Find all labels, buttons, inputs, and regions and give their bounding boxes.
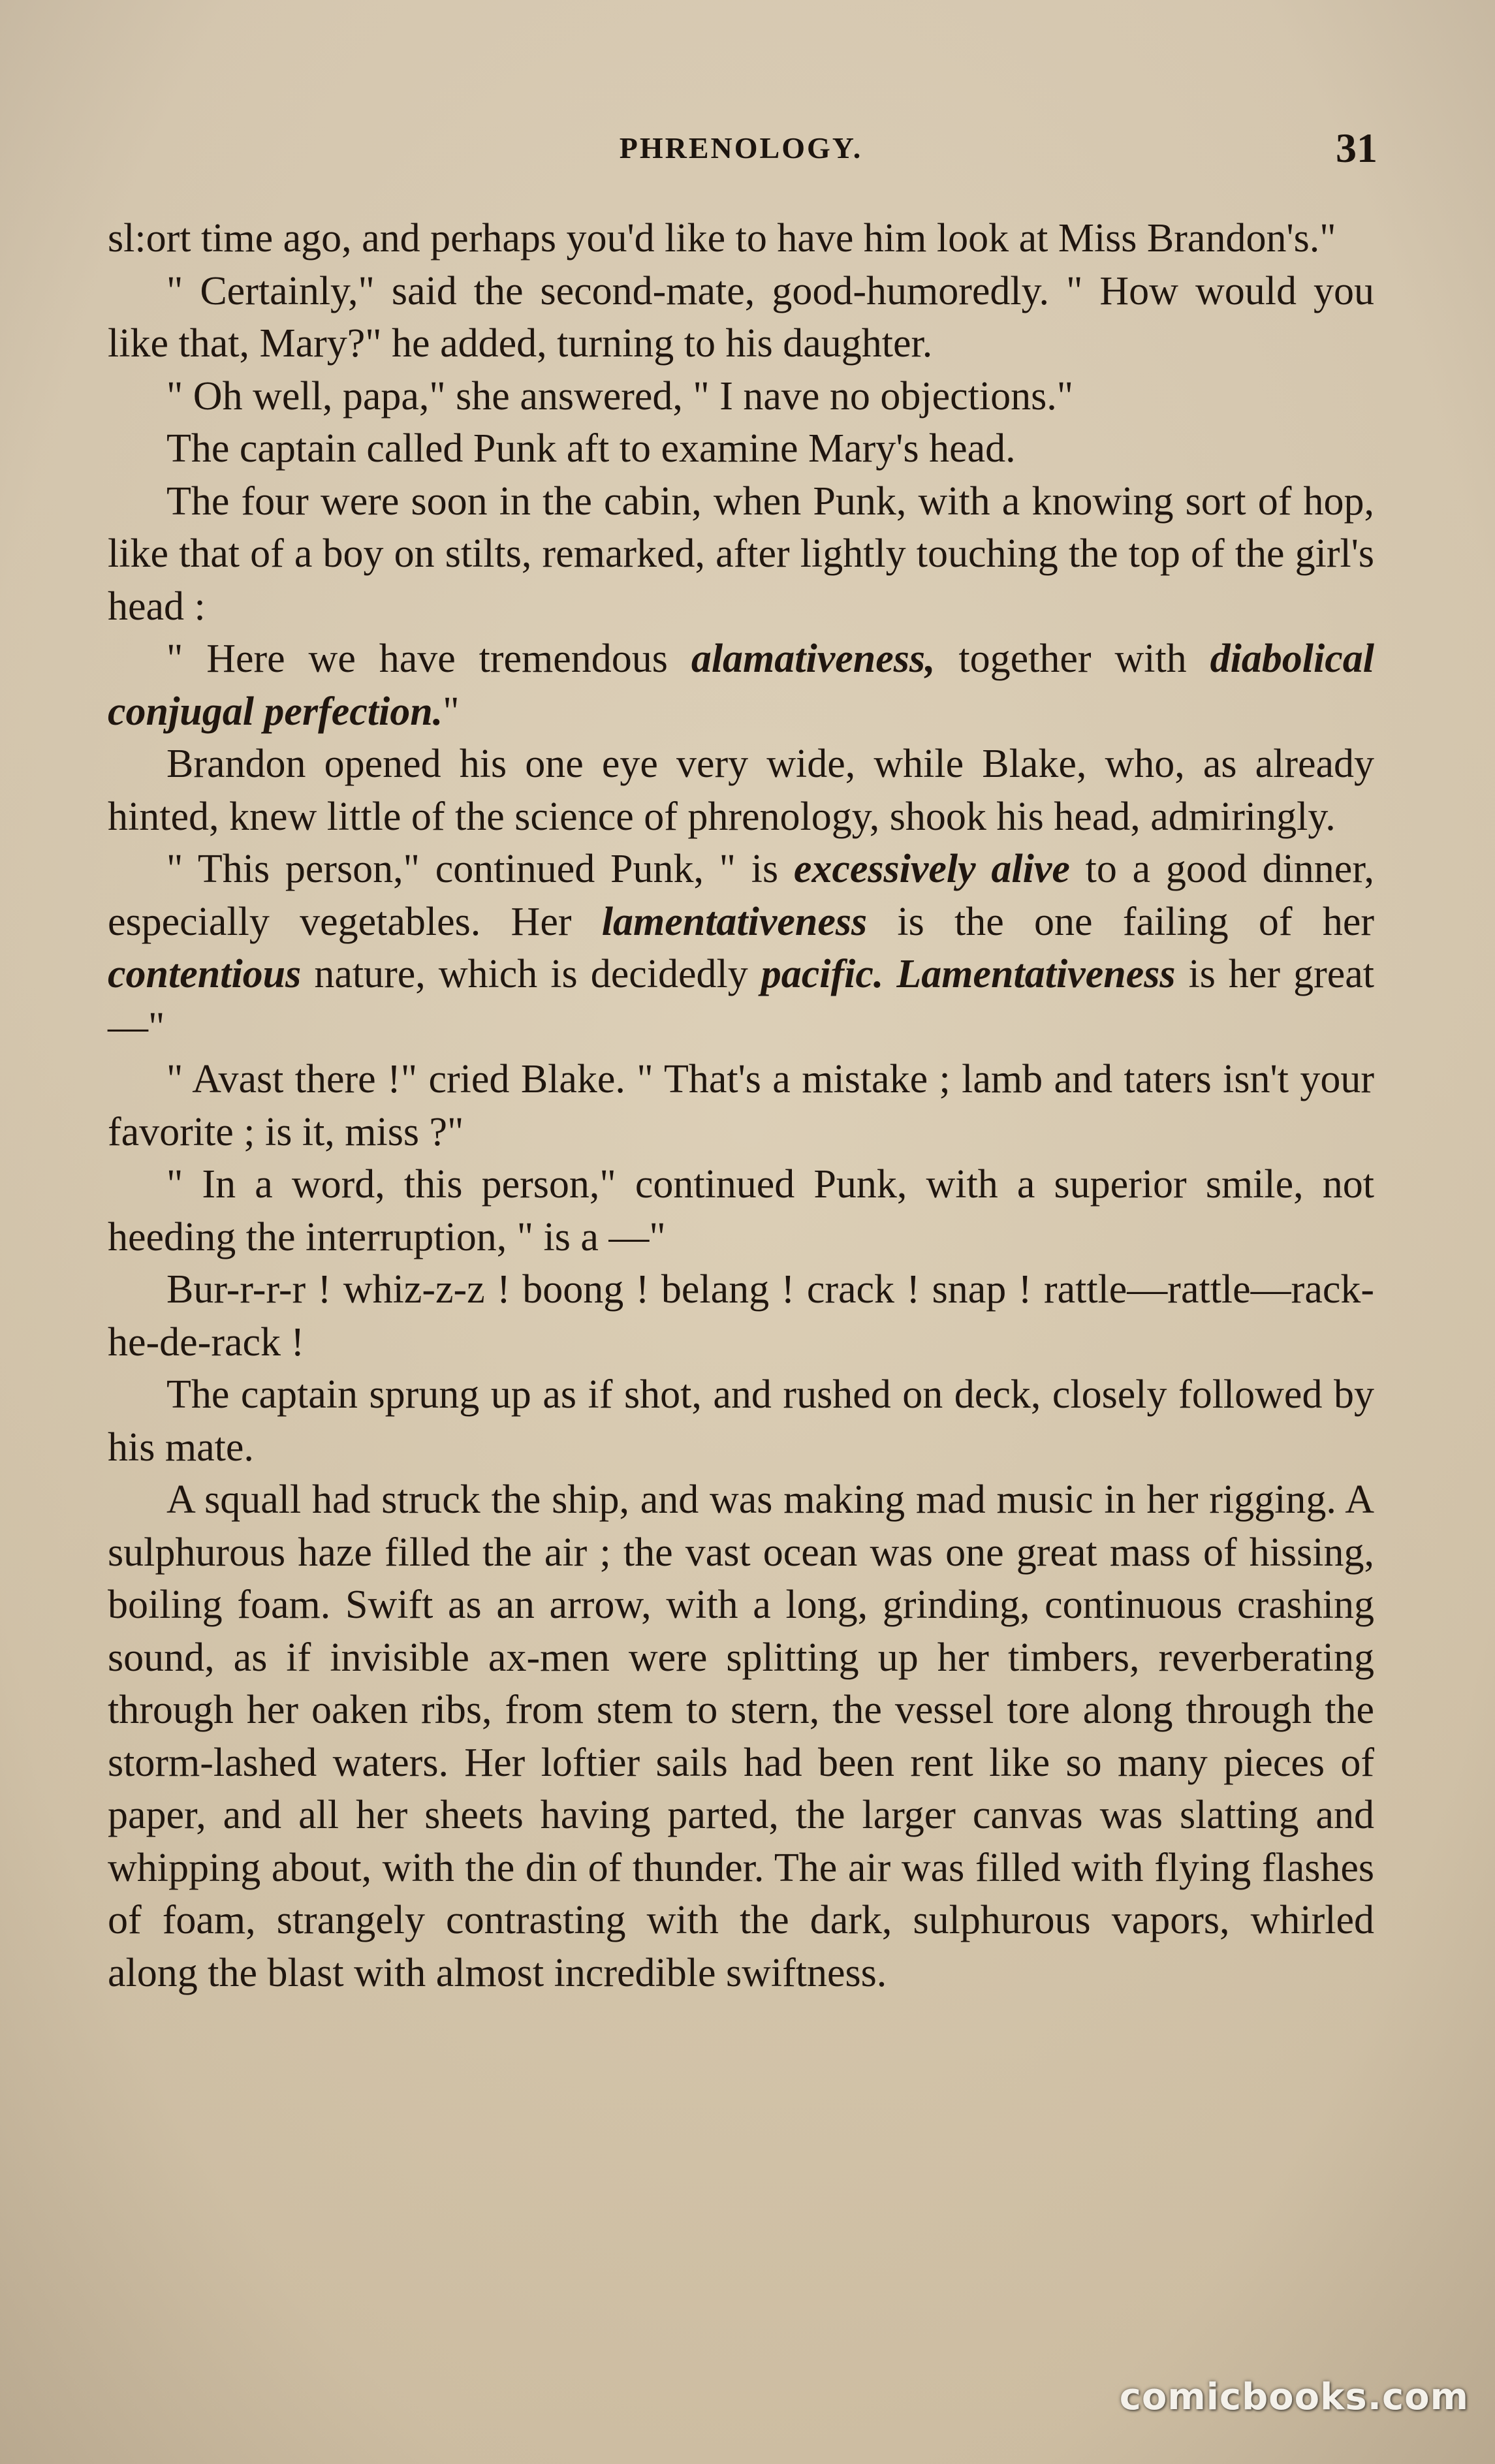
paragraph bbox=[108, 1368, 1374, 1474]
paragraph bbox=[108, 475, 1374, 633]
text-run: together with bbox=[935, 637, 1210, 681]
paragraph bbox=[108, 738, 1374, 843]
page-number: 31 bbox=[1336, 125, 1377, 171]
text-run bbox=[883, 952, 896, 996]
italic-term: lamentativeness bbox=[601, 899, 868, 944]
italic-term: alamativeness, bbox=[691, 637, 936, 681]
paragraph bbox=[108, 265, 1374, 370]
italic-term: excessively alive bbox=[793, 847, 1070, 891]
italic-term: pacific. bbox=[761, 952, 884, 996]
paragraph bbox=[108, 843, 1374, 1053]
text-run: to a good dinner, especially vegetables. Her bbox=[108, 847, 1374, 944]
text-run: " Here we have tremendous bbox=[166, 637, 691, 681]
text-run: is her great —" bbox=[108, 952, 1374, 1049]
paragraph bbox=[108, 422, 1374, 475]
text-run: " Oh well, papa," she answered, " I nave no objections." bbox=[166, 373, 1074, 419]
watermark: comicbooks.com bbox=[1119, 2376, 1469, 2418]
page-header bbox=[104, 124, 1377, 176]
text-run: Bur-r-r-r ! whiz-z-z ! boong ! belang ! crack ! snap ! rattle—rattle—rack-he-de-rack ! bbox=[108, 1267, 1374, 1365]
running-head: PHRENOLOGY. bbox=[619, 131, 863, 165]
text-run: sl:ort time ago, and perhaps you'd like to have him look at Miss Brandon's." bbox=[108, 216, 1336, 261]
body-text bbox=[108, 212, 1374, 1999]
text-run: " bbox=[443, 689, 460, 734]
paragraph bbox=[108, 1158, 1374, 1263]
text-run: A squall had struck the ship, and was making mad music in her rigging. A sulphurous haze filled the air ; the vast ocean was one great mass of hissing, boiling foam. Swift as an arrow, with a long, grinding, continuous crashing sound, as if invisible ax-men were splitting up her timbers, reverberating through her oaken ribs, from stem to stern, the vessel tore along through the storm-lashed waters. Her loftier sails had been rent like so many pieces of paper, and all her sheets having parted, the larger canvas was slatting and whipping about, with the din of thunder. The air was filled with flying flashes of foam, strangely contrasting with the dark, sulphurous vapors, whirled along the blast with almost incredible swiftness. bbox=[108, 1477, 1374, 1995]
text-run: Brandon opened his one eye very wide, while Blake, who, as already hinted, knew little of the science of phrenology, shook his head, admiringly. bbox=[108, 742, 1374, 839]
text-run: " Avast there !" cried Blake. " That's a mistake ; lamb and taters isn't your favorite ; is it, miss ?" bbox=[108, 1057, 1374, 1154]
paragraph bbox=[108, 1474, 1374, 1999]
text-run: " In a word, this person," continued Punk, with a superior smile, not heeding the interruption, " is a —" bbox=[108, 1162, 1374, 1259]
paragraph bbox=[108, 1053, 1374, 1158]
text-run: The captain sprung up as if shot, and rushed on deck, closely followed by his mate. bbox=[108, 1372, 1374, 1470]
paragraph bbox=[108, 633, 1374, 738]
paragraph bbox=[108, 212, 1374, 265]
text-run: The captain called Punk aft to examine Mary's head. bbox=[166, 426, 1016, 471]
text-run: The four were soon in the cabin, when Punk, with a knowing sort of hop, like that of a boy on stilts, remarked, after lightly touching the top of the girl's head : bbox=[108, 479, 1374, 629]
paragraph bbox=[108, 370, 1374, 423]
paragraph bbox=[108, 1263, 1374, 1368]
text-run: " Certainly," said the second-mate, good-humoredly. " How would you like that, Mary?" he added, turning to his daughter. bbox=[108, 268, 1374, 366]
italic-term: diabolical conjugal perfection. bbox=[108, 637, 1374, 734]
text-run: is the one failing of her bbox=[867, 899, 1374, 944]
italic-term: contentious bbox=[108, 952, 302, 996]
text-run: nature, which is decidedly bbox=[301, 952, 761, 996]
text-run: " This person," continued Punk, " is bbox=[166, 847, 794, 891]
italic-term: Lamentativeness bbox=[896, 952, 1176, 996]
